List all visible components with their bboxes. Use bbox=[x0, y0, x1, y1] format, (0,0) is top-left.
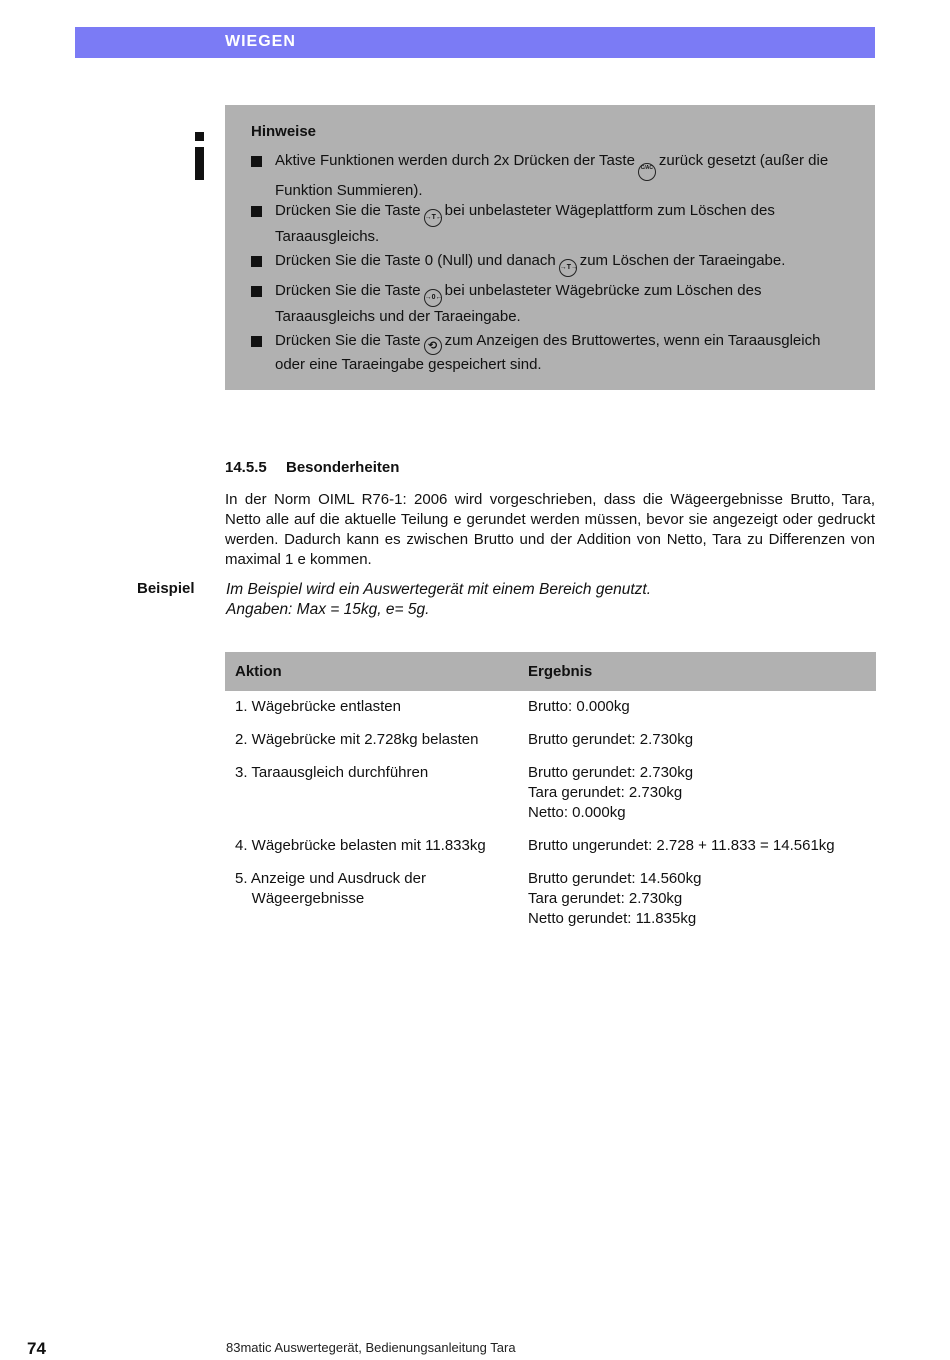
footer-text: 83matic Auswertegerät, Bedienungsanleitung Tara bbox=[226, 1340, 516, 1355]
table-row bbox=[225, 863, 876, 936]
result-cell: Brutto: 0.000kg bbox=[528, 698, 630, 715]
note-item: Drücken Sie die Taste 0 (Null) und danach →T→ zum Löschen der Taraeingabe. bbox=[251, 251, 851, 277]
table-row bbox=[225, 691, 876, 724]
example-label: Beispiel bbox=[137, 580, 195, 597]
action-cell: 5. Anzeige und Ausdruck der Wägeergebnisse bbox=[235, 870, 426, 907]
chapter-header-bar bbox=[75, 27, 875, 58]
tare-key-icon: →T← bbox=[424, 209, 442, 227]
info-icon bbox=[193, 132, 209, 182]
section-number: 14.5.5 bbox=[225, 459, 267, 476]
note-item: Drücken Sie die Taste →0← bei unbelasteter Wägebrücke zum Löschen des Taraausgleichs und der Taraeingabe. bbox=[251, 281, 851, 327]
result-table bbox=[225, 652, 876, 936]
note-item: Drücken Sie die Taste →T← bei unbelasteter Wägeplattform zum Löschen des Taraausgleichs. bbox=[251, 201, 851, 247]
action-cell: 1. Wägebrücke entlasten bbox=[235, 698, 401, 715]
result-cell: Brutto gerundet: 2.730kg bbox=[528, 731, 694, 748]
table-row bbox=[225, 724, 876, 757]
section-body: In der Norm OIML R76-1: 2006 wird vorgeschrieben, dass die Wägeergebnisse Brutto, Tara, Netto alle auf die aktuelle Teilung e gerundet werden müssen, bevor sie angezeigt oder gedruckt werden. Dadurch kann es zwischen Brutto und der Addition von Netto, Tara zu Differenzen von maximal 1 e kommen. bbox=[225, 491, 875, 568]
chapter-title: WIEGEN bbox=[225, 33, 296, 50]
action-cell: 2. Wägebrücke mit 2.728kg belasten bbox=[235, 731, 479, 748]
bullet-square-icon bbox=[251, 336, 262, 347]
result-cell: Brutto ungerundet: 2.728 + 11.833 = 14.561kg bbox=[528, 837, 835, 854]
header-aktion: Aktion bbox=[225, 652, 518, 691]
example-text: Im Beispiel wird ein Auswertegerät mit einem Bereich genutzt. Angaben: Max = 15kg, e= 5g. bbox=[226, 581, 652, 618]
zero-key-icon: →0← bbox=[424, 289, 442, 307]
note-box bbox=[225, 105, 875, 390]
table-header-row bbox=[225, 652, 876, 691]
tare-input-key-icon: →T→ bbox=[559, 259, 577, 277]
gross-toggle-key-icon: ⟲ bbox=[424, 337, 442, 355]
section-heading bbox=[225, 459, 399, 476]
action-cell: 3. Taraausgleich durchführen bbox=[235, 764, 429, 781]
header-ergebnis: Ergebnis bbox=[518, 652, 876, 691]
table-row bbox=[225, 757, 876, 830]
note-item: Drücken Sie die Taste ⟲ zum Anzeigen des Bruttowertes, wenn ein Taraausgleich oder eine Taraeingabe gespeichert sind. bbox=[251, 331, 851, 375]
bullet-square-icon bbox=[251, 286, 262, 297]
action-cell: 4. Wägebrücke belasten mit 11.833kg bbox=[235, 837, 486, 854]
bullet-square-icon bbox=[251, 256, 262, 267]
bullet-square-icon bbox=[251, 206, 262, 217]
note-item: Aktive Funktionen werden durch 2x Drücken der Taste C/AC zurück gesetzt (außer die Funktion Summieren). bbox=[251, 151, 851, 201]
note-title: Hinweise bbox=[251, 123, 317, 140]
bullet-square-icon bbox=[251, 156, 262, 167]
result-cell: Brutto gerundet: 14.560kg Tara gerundet: 2.730kg Netto gerundet: 11.835kg bbox=[528, 870, 702, 927]
table-row bbox=[225, 830, 876, 863]
result-cell: Brutto gerundet: 2.730kg Tara gerundet: 2.730kg Netto: 0.000kg bbox=[528, 764, 694, 821]
section-title: Besonderheiten bbox=[286, 459, 400, 476]
page-number: 74 bbox=[27, 1339, 46, 1358]
clear-key-icon: C/AC bbox=[638, 163, 656, 181]
